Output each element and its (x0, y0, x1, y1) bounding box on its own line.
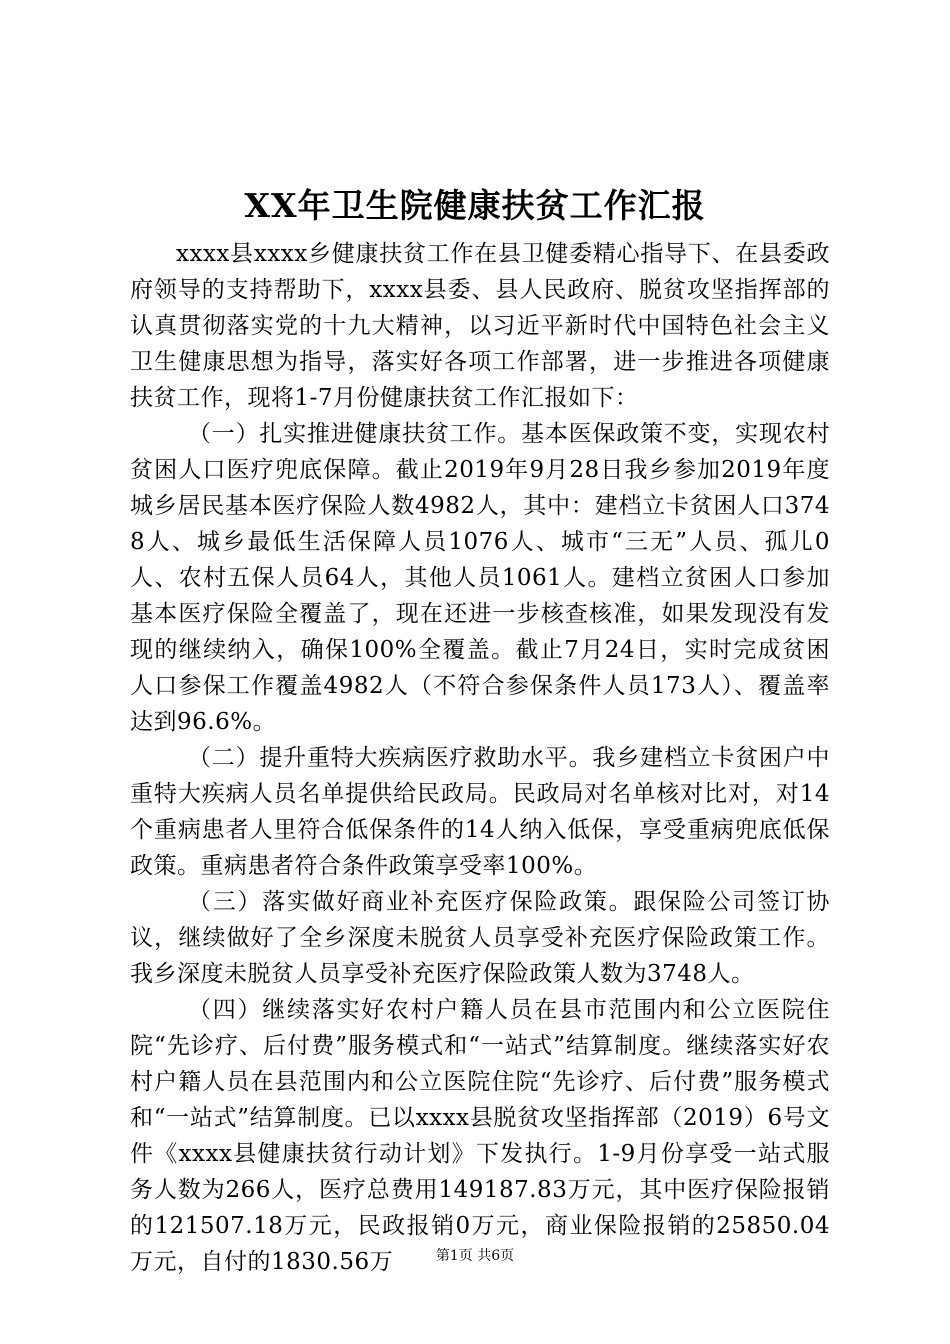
document-title: XX年卫生院健康扶贫工作汇报 (244, 186, 706, 225)
section-3-paragraph: （三）落实做好商业补充医疗保险政策。跟保险公司签订协议，继续做好了全乡深度未脱贫人员享受补充医疗保险政策工作。我乡深度未脱贫人员享受补充医疗保险政策人数为3748人。 (130, 889, 830, 987)
section-1-paragraph: （一）扎实推进健康扶贫工作。基本医保政策不变，实现农村贫困人口医疗兜底保障。截止2019年9月28日我乡参加2019年度城乡居民基本医疗保险人数4982人，其中：建档立卡贫困人口3748人、城乡最低生活保障人员1076人、城市“三无”人员、孤儿0人、农村五保人员64人，其他人员1061人。建档立贫困人口参加基本医疗保险全覆盖了，现在还进一步核查核准，如果发现没有发现的继续纳入，确保100%全覆盖。截止7月24日，实时完成贫困人口参保工作覆盖4982人（不符合参保条件人员173人）、覆盖率达到96.6%。 (130, 421, 830, 735)
intro-paragraph: xxxx县xxxx乡健康扶贫工作在县卫健委精心指导下、在县委政府领导的支持帮助下，xxxx县委、县人民政府、脱贫攻坚指挥部的认真贯彻落实党的十九大精神，以习近平新时代中国特色社会主义卫生健康思想为指导，落实好各项工作部署，进一步推进各项健康扶贫工作，现将1-7月份健康扶贫工作汇报如下： (130, 241, 830, 411)
page-footer: 第1页 共6页 (435, 1248, 515, 1264)
document-body (130, 236, 830, 1280)
section-4-paragraph: （四）继续落实好农村户籍人员在县市范围内和公立医院住院“先诊疗、后付费”服务模式和“一站式”结算制度。继续落实好农村户籍人员在县范围内和公立医院住院“先诊疗、后付费”服务模式和“一站式”结算制度。已以xxxx县脱贫攻坚指挥部（2019）6号文件《xxxx县健康扶贫行动计划》下发执行。1-9月份享受一站式服务人数为266人，医疗总费用149187.83万元，其中医疗保险报销的121507.18万元，民政报销0万元，商业保险报销的25850.04万元，自付的1830.56万 (130, 997, 830, 1275)
section-2-paragraph: （二）提升重特大疾病医疗救助水平。我乡建档立卡贫困户中重特大疾病人员名单提供给民政局。民政局对名单核对比对，对14个重病患者人里符合低保条件的14人纳入低保，享受重病兜底低保政策。重病患者符合条件政策享受率100%。 (130, 745, 830, 879)
